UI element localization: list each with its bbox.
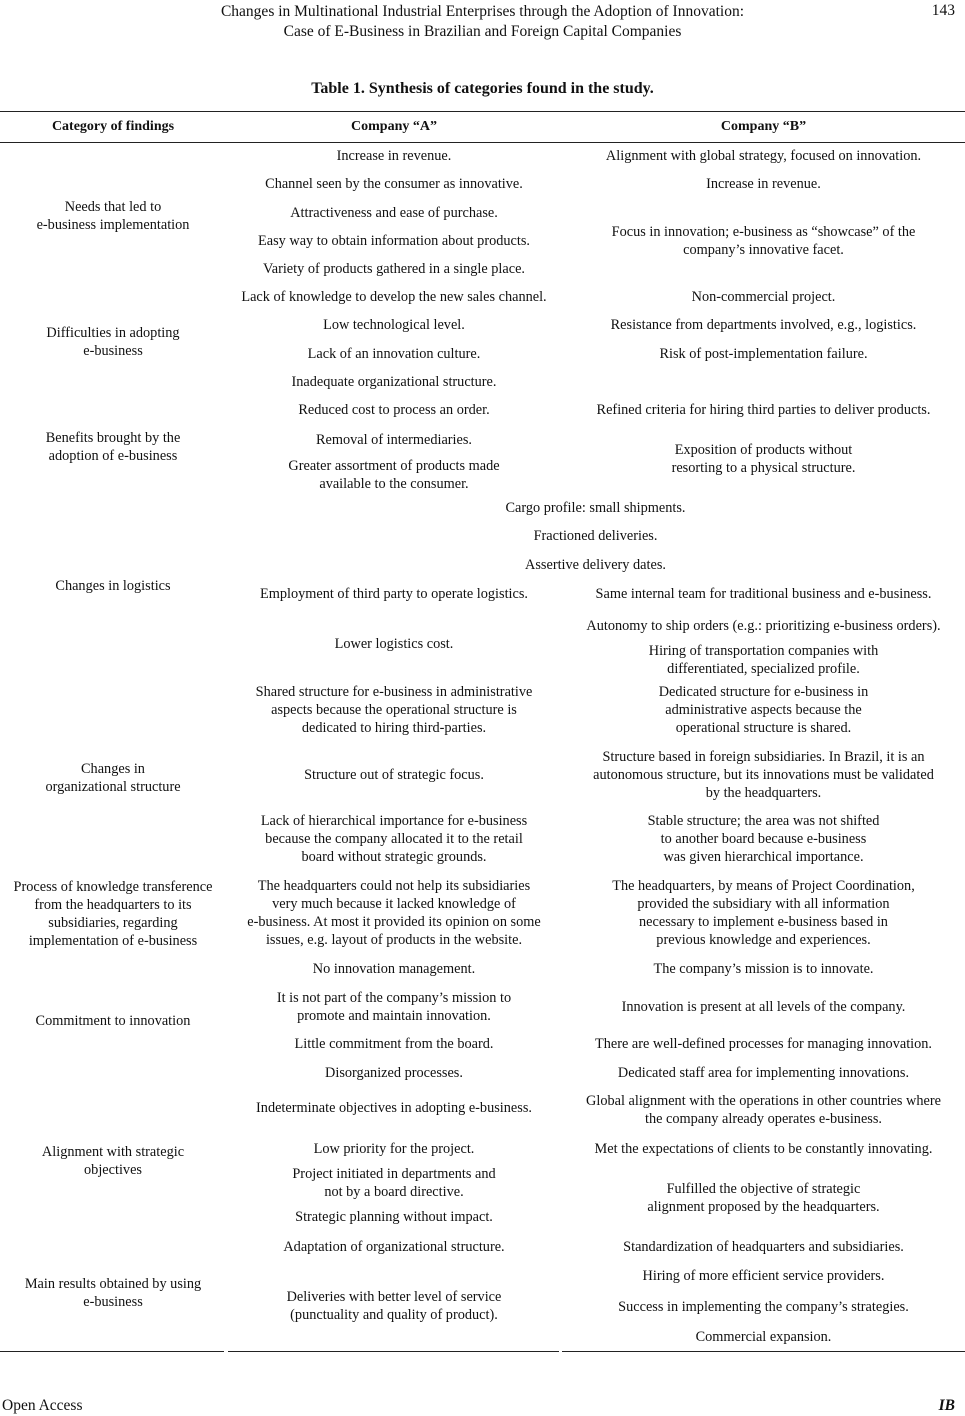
company-a-alignment-1: Indeterminate objectives in adopting e-business. [256, 1100, 532, 1116]
table-bottom-rule-1 [0, 1351, 224, 1352]
company-a-commitment-1: No innovation management. [312, 961, 476, 977]
company-b-logistics-3: Hiring of transportation companies with differentiated, specialized profile. [648, 643, 879, 677]
footer-journal-abbrev: IB [938, 1397, 955, 1414]
company-b-alignment-1: Global alignment with the operations in other countries where the company already operates e-business. [586, 1093, 941, 1127]
company-b-needs-1: Alignment with global strategy, focused on innovation. [605, 148, 922, 164]
category-commitment: Commitment to innovation [35, 1013, 191, 1029]
company-a-difficulties-4: Inadequate organizational structure. [291, 374, 497, 390]
header-company-b: Company “B” [720, 119, 807, 134]
company-b-org-structure-1: Dedicated structure for e-business in administrative aspects because the operational structure is shared. [658, 684, 869, 736]
company-b-commitment-2: Innovation is present at all levels of the company. [621, 999, 906, 1015]
shared-logistics-2: Fractioned deliveries. [533, 528, 658, 544]
shared-logistics-3: Assertive delivery dates. [525, 557, 666, 573]
company-b-difficulties-3: Risk of post-implementation failure. [659, 346, 868, 362]
company-a-org-structure-3: Lack of hierarchical importance for e-business because the company allocated it to the retail board without strategic grounds. [260, 813, 528, 865]
company-a-logistics-1: Employment of third party to operate logistics. [259, 586, 528, 602]
company-b-needs-2: Increase in revenue. [706, 176, 821, 192]
table-bottom-rule-3 [562, 1351, 965, 1352]
company-b-difficulties-2: Resistance from departments involved, e.g., logistics. [610, 317, 917, 333]
company-a-benefits-2: Removal of intermediaries. [315, 432, 473, 448]
category-org-structure: Changes in organizational structure [45, 761, 181, 795]
company-a-difficulties-2: Low technological level. [323, 317, 465, 333]
category-knowledge: Process of knowledge transference from the headquarters to its subsidiaries, regarding implementation of e-business [13, 879, 213, 949]
running-head-line-2: Case of E-Business in Brazilian and Foreign Capital Companies [283, 23, 682, 40]
company-b-needs-3: Focus in innovation; e-business as “showcase” of the company’s innovative facet. [611, 224, 916, 258]
company-a-results-2: Deliveries with better level of service (punctuality and quality of product). [286, 1289, 502, 1323]
company-a-commitment-3: Little commitment from the board. [294, 1036, 494, 1052]
company-a-difficulties-3: Lack of an innovation culture. [307, 346, 481, 362]
company-b-alignment-3: Fulfilled the objective of strategic alignment proposed by the headquarters. [647, 1181, 880, 1215]
company-a-needs-1: Increase in revenue. [336, 148, 452, 164]
company-a-alignment-4: Strategic planning without impact. [295, 1209, 493, 1225]
company-b-benefits-1: Refined criteria for hiring third parties to deliver products. [596, 402, 931, 418]
page-number: 143 [931, 2, 955, 19]
category-alignment: Alignment with strategic objectives [41, 1144, 185, 1178]
footer-open-access: Open Access [2, 1397, 83, 1414]
category-needs: Needs that led to e-business implementation [36, 199, 190, 233]
company-b-alignment-2: Met the expectations of clients to be constantly innovating. [594, 1141, 933, 1157]
company-a-commitment-4: Disorganized processes. [325, 1065, 463, 1081]
company-b-results-1: Standardization of headquarters and subsidiaries. [623, 1239, 904, 1255]
company-a-results-1: Adaptation of organizational structure. [283, 1239, 505, 1255]
header-company-a: Company “A” [351, 119, 437, 134]
company-b-logistics-2: Autonomy to ship orders (e.g.: prioritizing e-business orders). [586, 618, 941, 634]
company-b-commitment-1: The company’s mission is to innovate. [653, 961, 874, 977]
company-a-needs-4: Easy way to obtain information about products. [258, 233, 530, 249]
company-a-needs-2: Channel seen by the consumer as innovative. [265, 176, 523, 192]
category-difficulties: Difficulties in adopting e-business [46, 325, 180, 359]
table-top-rule [0, 111, 965, 112]
company-a-logistics-2: Lower logistics cost. [334, 636, 454, 652]
company-a-alignment-3: Project initiated in departments and not by a board directive. [292, 1166, 496, 1200]
company-a-benefits-1: Reduced cost to process an order. [298, 402, 490, 418]
company-a-knowledge-1: The headquarters could not help its subsidiaries very much because it lacked knowledge of e-business. At most it provided its opinion on some issues, e.g. layout of products in the website. [247, 878, 541, 948]
company-a-alignment-2: Low priority for the project. [313, 1141, 475, 1157]
company-b-benefits-2: Exposition of products without resorting to a physical structure. [671, 442, 856, 476]
table-header-rule [0, 142, 965, 143]
company-b-results-3: Success in implementing the company’s strategies. [618, 1299, 909, 1315]
running-head [0, 2, 965, 42]
category-results: Main results obtained by using e-business [24, 1276, 202, 1310]
category-logistics: Changes in logistics [55, 578, 171, 594]
company-b-commitment-4: Dedicated staff area for implementing innovations. [617, 1065, 910, 1081]
company-b-org-structure-2: Structure based in foreign subsidiaries. In Brazil, it is an autonomous structure, but its innovations must be validated by the headquarters. [593, 749, 934, 801]
header-category: Category of findings [51, 119, 175, 134]
company-b-org-structure-3: Stable structure; the area was not shifted to another board because e-business was given hierarchical importance. [647, 813, 880, 865]
company-a-difficulties-1: Lack of knowledge to develop the new sales channel. [241, 289, 547, 305]
shared-logistics-1: Cargo profile: small shipments. [505, 500, 686, 516]
table-caption: Table 1. Synthesis of categories found in the study. [311, 80, 654, 97]
table-bottom-rule-2 [228, 1351, 559, 1352]
category-benefits: Benefits brought by the adoption of e-business [45, 430, 181, 464]
company-a-needs-3: Attractiveness and ease of purchase. [290, 205, 498, 221]
company-a-org-structure-2: Structure out of strategic focus. [304, 767, 484, 783]
company-a-commitment-2: It is not part of the company’s mission to promote and maintain innovation. [276, 990, 512, 1024]
company-b-logistics-1: Same internal team for traditional business and e-business. [595, 586, 932, 602]
running-head-line-1: Changes in Multinational Industrial Enterprises through the Adoption of Innovation: [220, 3, 745, 20]
company-b-difficulties-1: Non-commercial project. [691, 289, 836, 305]
company-b-commitment-3: There are well-defined processes for managing innovation. [594, 1036, 933, 1052]
company-a-needs-5: Variety of products gathered in a single place. [262, 261, 525, 277]
company-a-org-structure-1: Shared structure for e-business in administrative aspects because the operational structure is dedicated to hiring third-parties. [255, 684, 533, 736]
company-b-knowledge-1: The headquarters, by means of Project Coordination, provided the subsidiary with all information necessary to implement e-business based in previous knowledge and experiences. [612, 878, 915, 948]
company-a-benefits-3: Greater assortment of products made available to the consumer. [288, 458, 500, 492]
company-b-results-2: Hiring of more efficient service providers. [642, 1268, 885, 1284]
company-b-results-4: Commercial expansion. [695, 1329, 832, 1345]
